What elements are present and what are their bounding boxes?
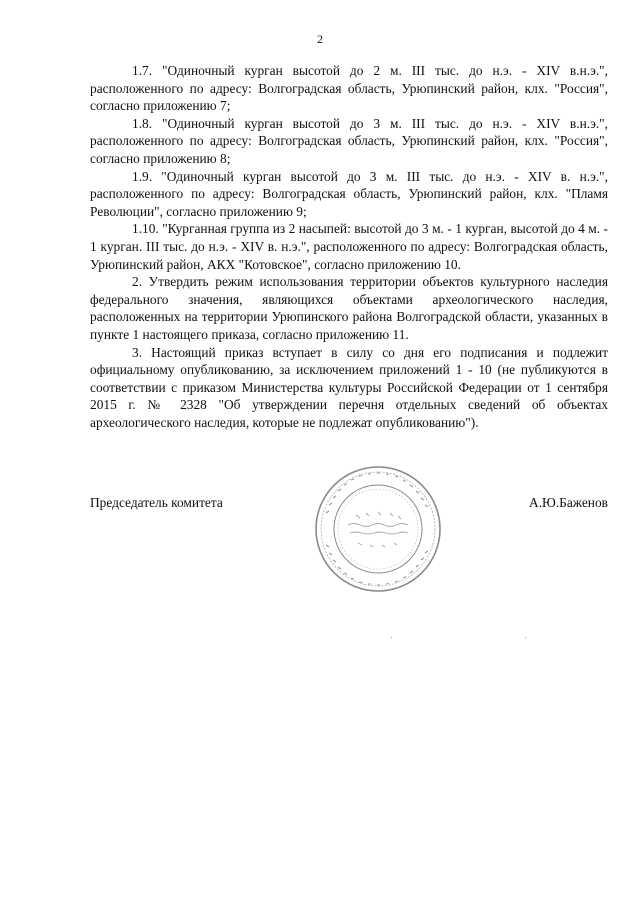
scan-speck [525, 637, 526, 638]
official-seal-stamp [312, 463, 444, 595]
paragraph-1-10: 1.10. "Курганная группа из 2 насыпей: высотой до 3 м. - 1 курган, высотой до 4 м. - 1 курган. III тыс. до н.э. - XIV в. н.э.", расположенного по адресу: Волгоградская область, Урюпинский район, АКХ "Котовское", согласно приложению 10. [90, 221, 608, 272]
document-body [90, 62, 608, 431]
signatory-position: Председатель комитета [90, 495, 223, 510]
paragraph-1-9: 1.9. "Одиночный курган высотой до 3 м. III тыс. до н.э. - XIV в. н.э.", расположенного по адресу: Волгоградская область, Урюпинский район, клх. "Пламя Революции", согласно приложению 9; [90, 168, 608, 219]
paragraph-3: 3. Настоящий приказ вступает в силу со дня его подписания и подлежит официальному опубликованию, за исключением приложений 1 - 10 (не публикуются в соответствии с приказом Министерства культуры Российской Федерации от 1 сентября 2015 г. № 2328 "Об утверждении перечня отдельных сведений об объектах археологического наследия, которые не подлежат опубликованию"). [90, 344, 608, 430]
page-number: 2 [317, 32, 323, 46]
paragraph-1-7: 1.7. "Одиночный курган высотой до 2 м. III тыс. до н.э. - XIV в.н.э.", расположенного по адресу: Волгоградская область, Урюпинский район, клх. "Россия", согласно приложению 7; [90, 63, 608, 114]
paragraph-2: 2. Утвердить режим использования территории объектов культурного наследия федерального значения, являющихся объектами археологического наследия, расположенных на территории Урюпинского района Волгоградской области, указанных в пункте 1 настоящего приказа, согласно приложению 11. [90, 274, 608, 342]
scan-speck [391, 637, 392, 638]
signatory-name: А.Ю.Баженов [529, 495, 608, 510]
seal-icon [312, 463, 444, 595]
paragraph-1-8: 1.8. "Одиночный курган высотой до 3 м. III тыс. до н.э. - XIV в.н.э.", расположенного по адресу: Волгоградская область, Урюпинский район, клх. "Россия", согласно приложению 8; [90, 115, 608, 166]
